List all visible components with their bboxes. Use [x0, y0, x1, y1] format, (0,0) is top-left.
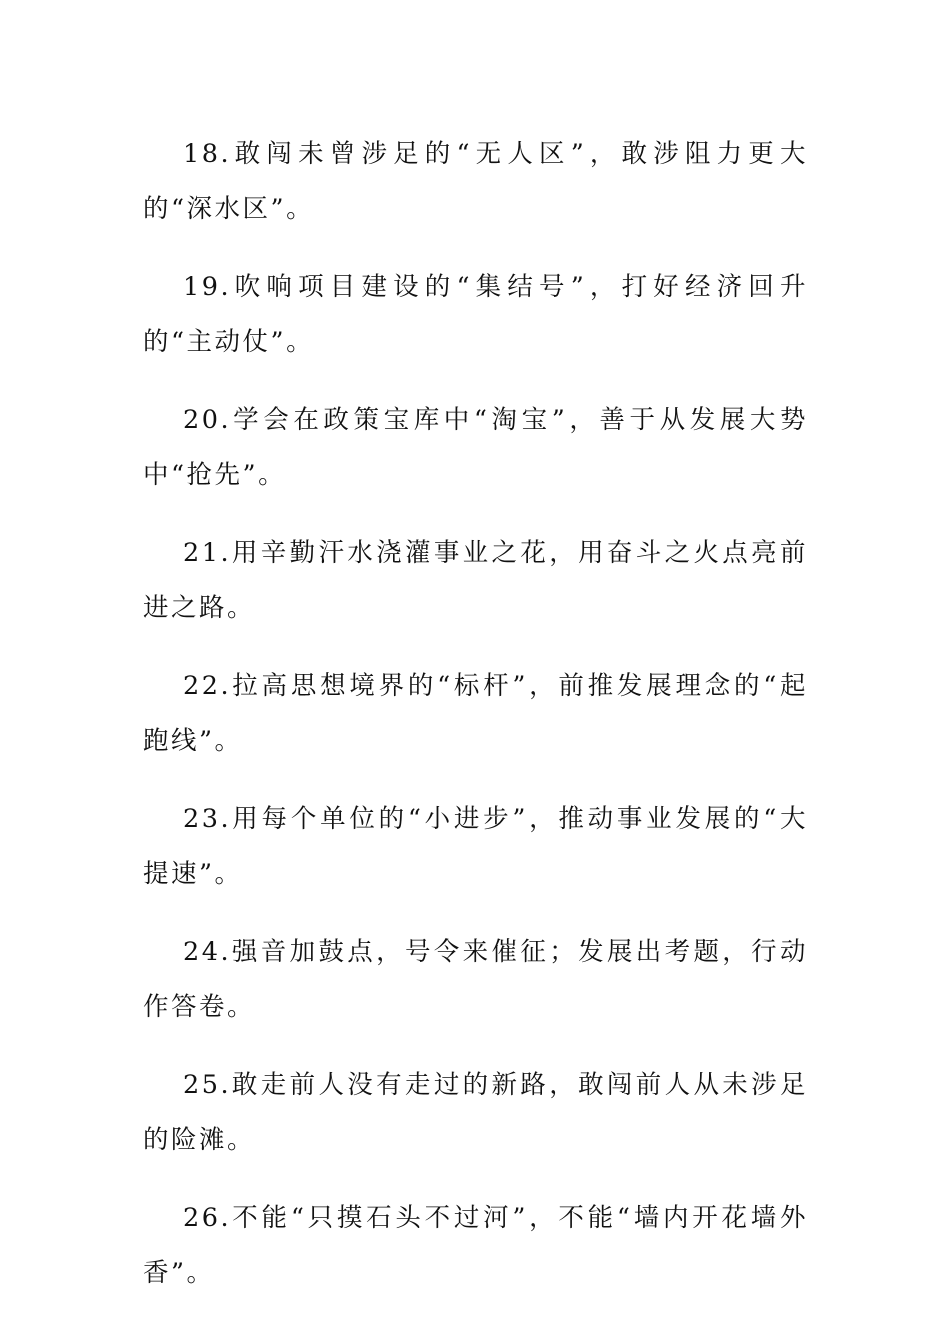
document-body	[143, 127, 808, 1324]
paragraph-18: 18.敢闯未曾涉足的“无人区”，敢涉阻力更大的“深水区”。	[143, 139, 808, 224]
paragraph-21: 21.用辛勤汗水浇灌事业之花，用奋斗之火点亮前进之路。	[143, 538, 808, 623]
paragraph-23: 23.用每个单位的“小进步”，推动事业发展的“大提速”。	[143, 804, 808, 889]
paragraph-25: 25.敢走前人没有走过的新路，敢闯前人从未涉足的险滩。	[143, 1070, 808, 1155]
paragraph-22: 22.拉高思想境界的“标杆”，前推发展理念的“起跑线”。	[143, 671, 808, 756]
paragraph-24: 24.强音加鼓点，号令来催征；发展出考题，行动作答卷。	[143, 937, 808, 1022]
paragraph-26: 26.不能“只摸石头不过河”，不能“墙内开花墙外香”。	[143, 1203, 808, 1288]
paragraph-19: 19.吹响项目建设的“集结号”，打好经济回升的“主动仗”。	[143, 272, 808, 357]
paragraph-20: 20.学会在政策宝库中“淘宝”，善于从发展大势中“抢先”。	[143, 405, 808, 490]
